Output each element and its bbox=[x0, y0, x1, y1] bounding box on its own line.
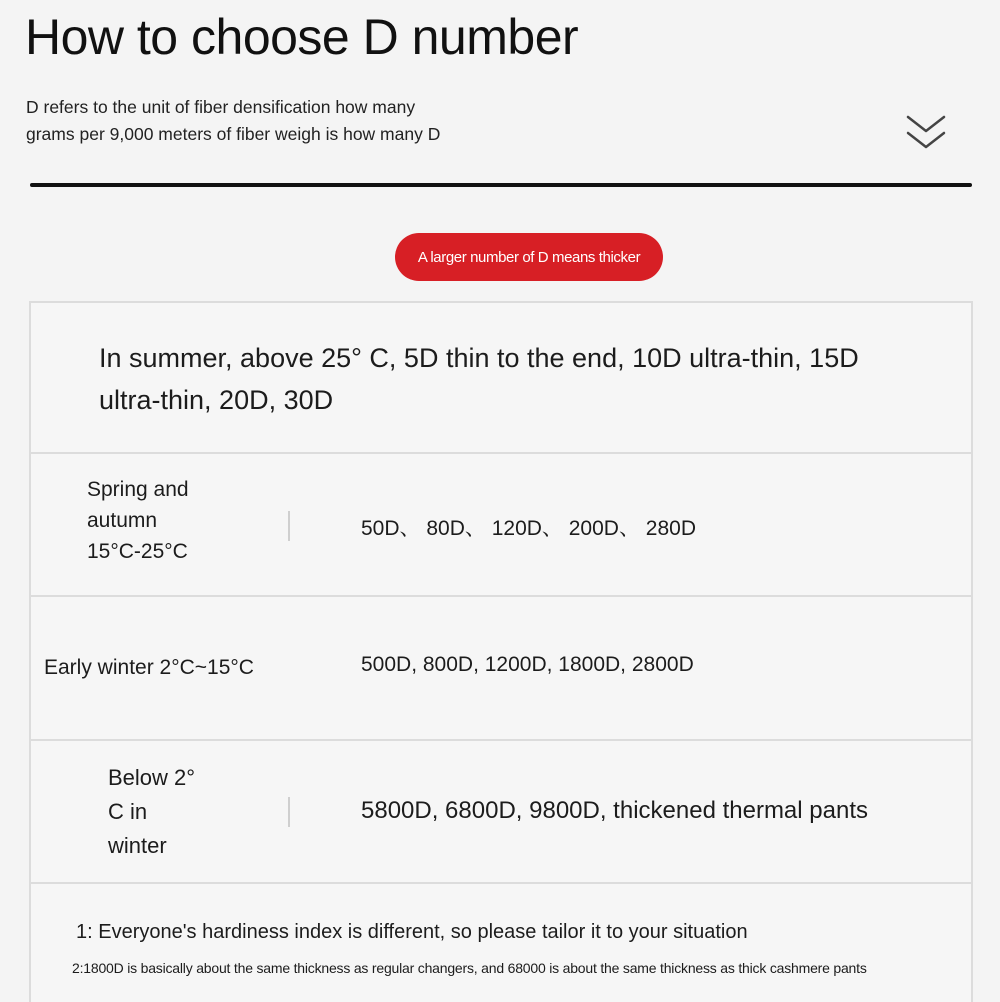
spring-autumn-label-line-3: 15°C-25°C bbox=[87, 540, 188, 563]
early-winter-value: 500D, 800D, 1200D, 1800D, 2800D bbox=[361, 653, 694, 676]
spring-autumn-value: 50D、 80D、 120D、 200D、 280D bbox=[361, 517, 696, 540]
column-separator bbox=[288, 511, 290, 541]
spring-autumn-label-line-1: Spring and bbox=[87, 478, 189, 501]
early-winter-label bbox=[44, 652, 254, 683]
winter-label bbox=[108, 761, 195, 863]
row-divider bbox=[29, 739, 973, 741]
description-line-2: grams per 9,000 meters of fiber weigh is how many D bbox=[26, 124, 441, 144]
column-separator bbox=[288, 797, 290, 827]
summer-text-line-2: ultra-thin, 20D, 30D bbox=[99, 385, 334, 415]
spring-autumn-label bbox=[87, 474, 189, 567]
page-title: How to choose D number bbox=[25, 9, 579, 65]
winter-label-line-3: winter bbox=[108, 833, 167, 858]
note-2: 2:1800D is basically about the same thickness as regular changers, and 68000 is about the same thickness as thick cashmere pants bbox=[72, 960, 867, 976]
row-divider bbox=[29, 882, 973, 884]
description-line-1: D refers to the unit of fiber densification how many bbox=[26, 97, 416, 117]
row-divider bbox=[29, 452, 973, 454]
summer-row-text bbox=[99, 337, 959, 421]
winter-label-line-2: C in bbox=[108, 799, 148, 824]
early-winter-label-text: Early winter 2°C~15°C bbox=[44, 656, 254, 679]
note-1: 1: Everyone's hardiness index is different, so please tailor it to your situation bbox=[76, 921, 748, 943]
header-divider bbox=[30, 183, 972, 187]
spring-autumn-label-line-2: autumn bbox=[87, 509, 158, 532]
page-description bbox=[26, 94, 496, 148]
winter-value: 5800D, 6800D, 9800D, thickened thermal pants bbox=[361, 797, 868, 824]
double-chevron-down-icon[interactable] bbox=[905, 112, 947, 154]
row-divider bbox=[29, 595, 973, 597]
summer-text-line-1: In summer, above 25° C, 5D thin to the end, 10D ultra-thin, 15D bbox=[99, 343, 859, 373]
thickness-badge: A larger number of D means thicker bbox=[395, 233, 663, 281]
winter-label-line-1: Below 2° bbox=[108, 765, 196, 790]
